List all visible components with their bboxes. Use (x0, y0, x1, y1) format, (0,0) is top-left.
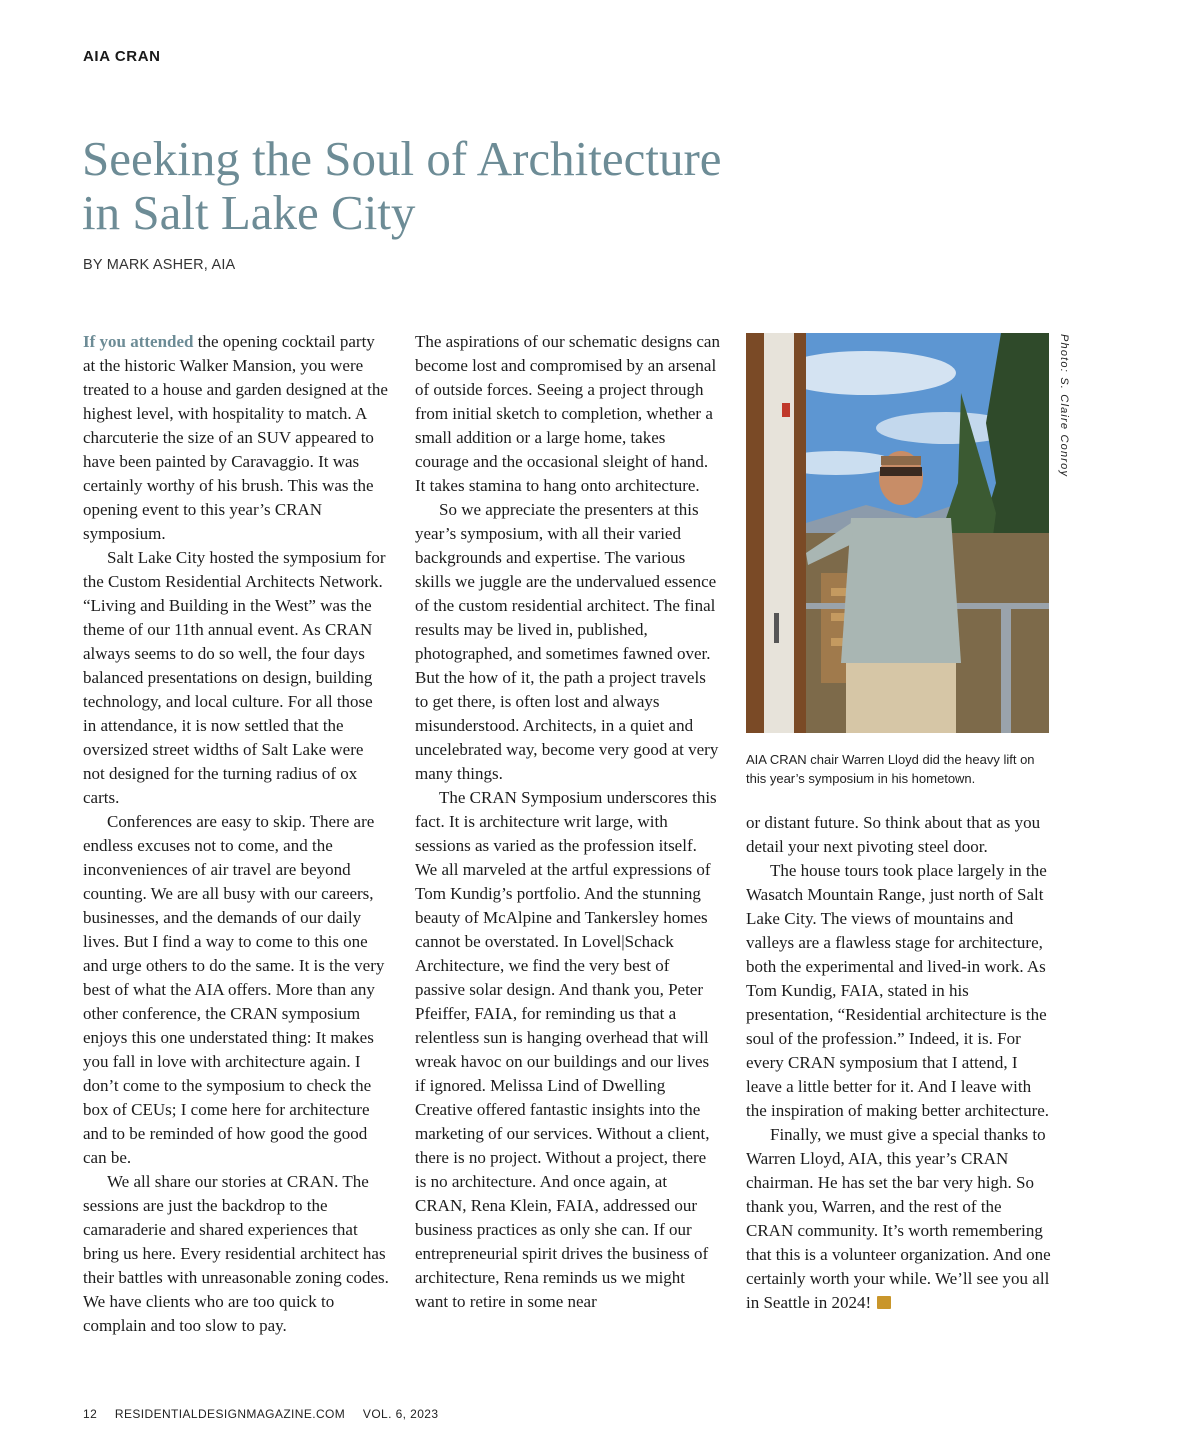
paragraph-text: the opening cocktail party at the historic Walker Mansion, you were treated to a house and garden designed at the highest level, with hospitality to match. A charcuterie the size of an SUV appeared to have been painted by Caravaggio. It was certainly worthy of his brush. This was the opening event to this year’s CRAN symposium. (83, 332, 388, 543)
article-title (82, 132, 842, 240)
section-label: AIA CRAN (83, 48, 161, 65)
photo-illustration (746, 333, 1049, 733)
text-column-3 (746, 811, 1052, 1315)
paragraph: The CRAN Symposium underscores this fact. It is architecture writ large, with sessions as varied as the profession itself. We all marveled at the artful expressions of Tom Kundig’s portfolio. And the stunning beauty of McAlpine and Tankersley homes cannot be overstated. In Lovel|Schack Architecture, we find the very best of passive solar design. And thank you, Peter Pfeiffer, FAIA, for reminding us that a relentless sun is hanging overhead that will wreak havoc on our buildings and our lives if ignored. Melissa Lind of Dwelling Creative offered fantastic insights into the marketing of our services. Without a client, there is no project. Without a project, there is no architecture. And once again, at CRAN, Rena Klein, FAIA, addressed our business practices as only she can. If our entrepreneurial spirit drives the business of architecture, Rena reminds us we might want to retire in some near (415, 788, 717, 1311)
page-footer (83, 1407, 452, 1421)
paragraph: Conferences are easy to skip. There are endless excuses not to come, and the inconveniences of air travel are beyond counting. We are all busy with our careers, businesses, and the demands of our daily lives. But I find a way to come to this one and urge others to do the same. It is the very best of what the AIA offers. More than any other conference, the CRAN symposium enjoys this one understated thing: It makes you fall in love with architecture again. I don’t come to the symposium to check the box of CEUs; I come here for architecture and to be reminded of how good the good can be. (83, 812, 385, 1167)
paragraph: The house tours took place largely in the Wasatch Mountain Range, just north of Salt Lake City. The views of mountains and valleys are a flawless stage for architecture, both the experimental and lived-in work. As Tom Kundig, FAIA, stated in his presentation, “Residential architecture is the soul of the profession.” Indeed, it is. For every CRAN symposium that I attend, I leave a little better for it. And I leave with the inspiration of making better architecture. (746, 861, 1050, 1120)
magazine-site: RESIDENTIALDESIGNMAGAZINE.COM (114, 1407, 346, 1421)
text-column-2 (415, 330, 721, 1314)
paragraph: We all share our stories at CRAN. The sessions are just the backdrop to the camaraderie and shared experiences that bring us here. Every residential architect has their battles with unreasonable zoning codes. We have clients who are too quick to complain and too slow to pay. (83, 1172, 389, 1335)
paragraph (746, 1123, 1052, 1315)
article-photo (746, 333, 1049, 733)
text-column-1 (83, 330, 389, 1338)
lead-in: If you attended (83, 332, 194, 351)
paragraph (83, 330, 389, 546)
paragraph: Salt Lake City hosted the symposium for the Custom Residential Architects Network. “Living and Building in the West” was the theme of our 11th annual event. As CRAN always seems to do so well, the four days balanced presentations on design, building technology, and local culture. For all those in attendance, it is now settled that the oversized street widths of Salt Lake were not designed for the turning radius of ox carts. (83, 548, 386, 807)
page-number: 12 (83, 1407, 98, 1421)
paragraph-text: Finally, we must give a special thanks to Warren Lloyd, AIA, this year’s CRAN chairman. He has set the bar very high. So thank you, Warren, and the rest of the CRAN community. It’s worth remembering that this is a volunteer organization. And one certainly worth your while. We’ll see you all in Seattle in 2024! (746, 1125, 1051, 1312)
title-line-1: Seeking the Soul of Architecture (82, 131, 722, 186)
title-line-2: in Salt Lake City (82, 185, 416, 240)
photo-credit: Photo: S. Claire Conroy (1058, 334, 1070, 478)
issue-volume: VOL. 6, 2023 (362, 1407, 439, 1421)
byline: BY MARK ASHER, AIA (83, 257, 236, 273)
paragraph: or distant future. So think about that as you detail your next pivoting steel door. (746, 813, 1041, 856)
paragraph: The aspirations of our schematic designs can become lost and compromised by an arsenal of outside forces. Seeing a project through from initial sketch to completion, whether a small addition or a large home, takes courage and the occasional sleight of hand. It takes stamina to hang onto architecture. (415, 332, 720, 495)
photo-caption: AIA CRAN chair Warren Lloyd did the heavy lift on this year’s symposium in his hometown. (746, 752, 1035, 786)
paragraph: So we appreciate the presenters at this year’s symposium, with all their varied backgrounds and expertise. The various skills we juggle are the undervalued essence of the custom residential architect. The final results may be lived in, published, photographed, and sometimes fawned over. But the how of it, the path a project travels to get there, is often lost and always misunderstood. Architects, in a quiet and uncelebrated way, become very good at very many things. (415, 500, 719, 783)
end-mark-icon (877, 1296, 891, 1309)
